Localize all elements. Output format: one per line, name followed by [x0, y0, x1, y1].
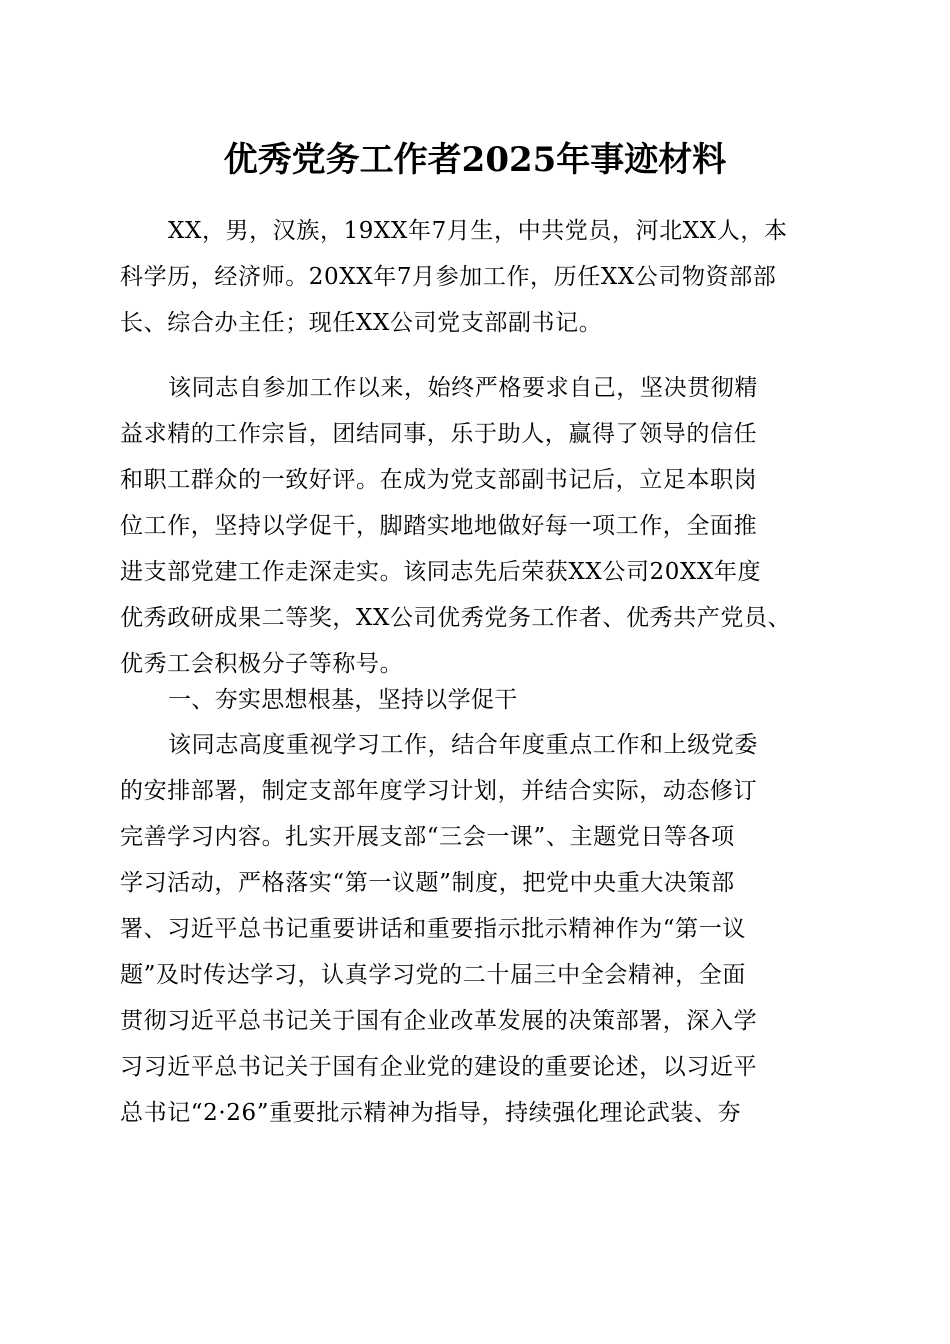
paragraph-line: 和职工群众的一致好评。在成为党支部副书记后，立足本职岗	[120, 467, 758, 493]
paragraph-line: 习习近平总书记关于国有企业党的建设的重要论述，以习近平	[120, 1054, 758, 1080]
paragraph-line: 贯彻习近平总书记关于国有企业改革发展的决策部署，深入学	[120, 1008, 758, 1034]
paragraph-line: 优秀工会积极分子等称号。	[120, 651, 404, 677]
paragraph-line: 长、综合办主任；现任XX公司党支部副书记。	[120, 310, 603, 336]
paragraph-line: 该同志自参加工作以来，始终严格要求自己，坚决贯彻精	[168, 375, 758, 401]
paragraph-line: 进支部党建工作走深走实。该同志先后荣获XX公司20XX年度	[120, 559, 762, 585]
paragraph-line: 题”及时传达学习，认真学习党的二十届三中全会精神，全面	[120, 962, 746, 988]
paragraph-line: 署、习近平总书记重要讲话和重要指示批示精神作为“第一议	[120, 916, 746, 942]
paragraph-line: 完善学习内容。扎实开展支部“三会一课”、主题党日等各项	[120, 824, 735, 850]
paragraph-line: XX，男，汉族，19XX年7月生，中共党员，河北XX人，本	[168, 218, 788, 244]
paragraph-line: 科学历，经济师。20XX年7月参加工作，历任XX公司物资部部	[120, 264, 777, 290]
paragraph-summary	[120, 365, 840, 687]
paragraph-line: 优秀政研成果二等奖，XX公司优秀党务工作者、优秀共产党员、	[120, 605, 792, 631]
section-heading	[120, 677, 840, 723]
paragraph-line: 学习活动，严格落实“第一议题”制度，把党中央重大决策部	[120, 870, 735, 896]
paragraph-line: 位工作，坚持以学促干，脚踏实地地做好每一项工作，全面推	[120, 513, 758, 539]
document-title: 优秀党务工作者2025年事迹材料	[223, 140, 727, 180]
paragraph-line: 该同志高度重视学习工作，结合年度重点工作和上级党委	[168, 732, 758, 758]
paragraph-line: 益求精的工作宗旨，团结同事，乐于助人，赢得了领导的信任	[120, 421, 758, 447]
paragraph-line: 总书记“2·26”重要批示精神为指导，持续强化理论武装、夯	[120, 1100, 742, 1126]
section-heading-text: 一、夯实思想根基，坚持以学促干	[168, 687, 518, 713]
paragraph-bio	[120, 208, 840, 346]
paragraph-study	[120, 722, 840, 1136]
paragraph-line: 的安排部署，制定支部年度学习计划，并结合实际，动态修订	[120, 778, 758, 804]
